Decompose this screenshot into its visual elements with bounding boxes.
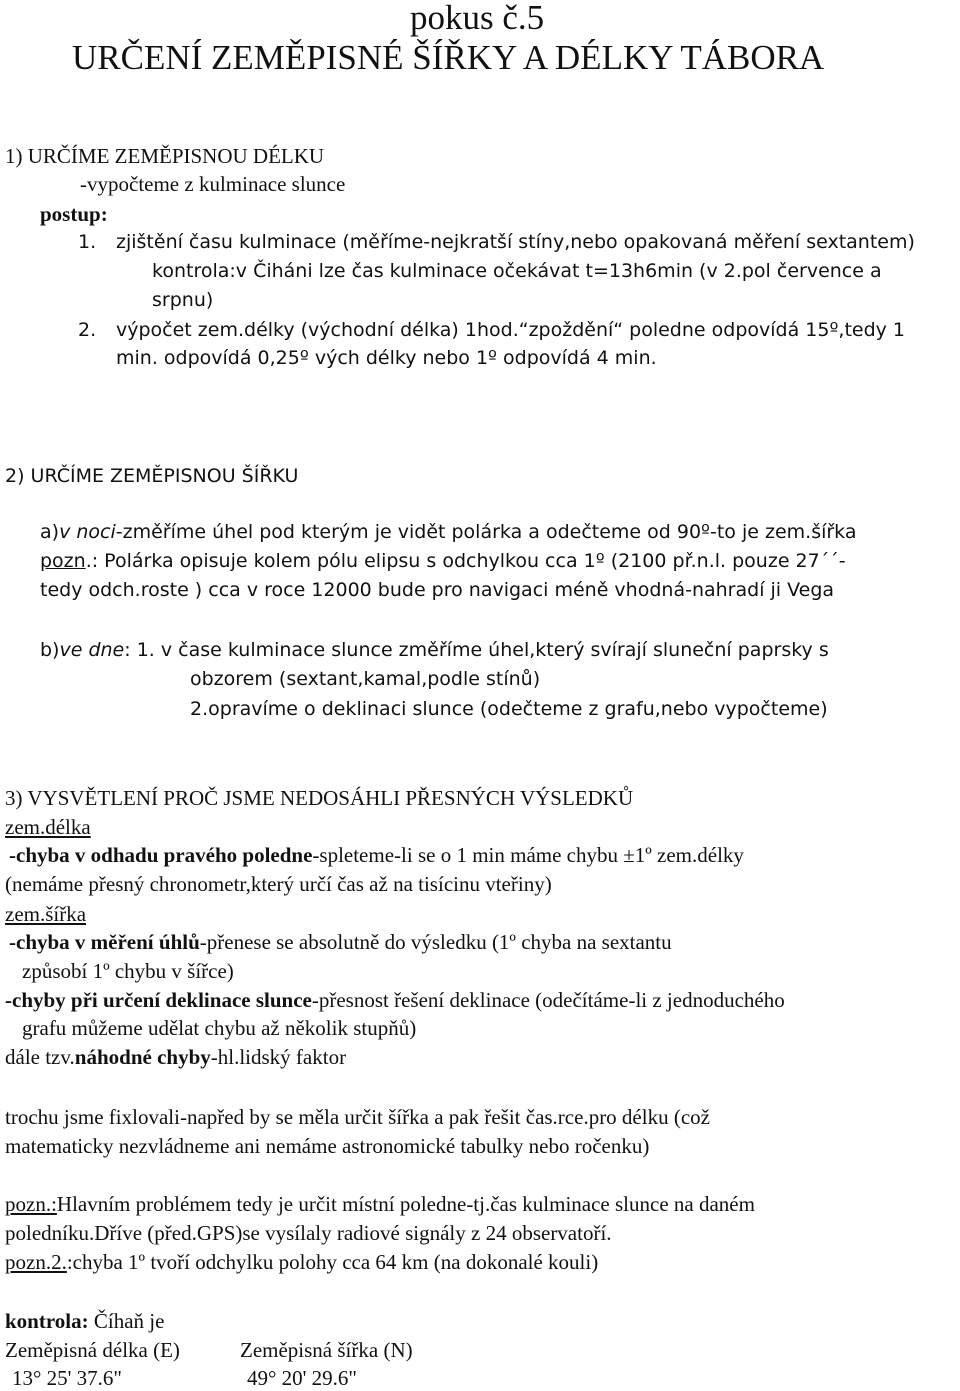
item2-number: 2. <box>78 319 97 341</box>
sirka-error-line: -chyba v měření úhlů-přenese se absolutně do výsledku (1º chyba na sextantu <box>9 930 672 954</box>
section2-heading: 2) URČÍME ZEMĚPISNOU ŠÍŘKU <box>5 465 299 487</box>
section2-a-line: a)v noci-změříme úhel pod kterým je vidět polárka a odečteme od 90º-to je zem.šířka <box>40 521 857 543</box>
item2-line-2: min. odpovídá 0,25º vých délky nebo 1º odpovídá 4 min. <box>116 347 657 369</box>
kontrola-header-delka: Zeměpisná délka (E) <box>5 1338 180 1362</box>
nahodne-chyby-line: dále tzv.náhodné chyby-hl.lidský faktor <box>5 1045 347 1069</box>
zem-delka-label: zem.délka <box>5 815 91 839</box>
item2-line-1: výpočet zem.délky (východní délka) 1hod.“zpoždění“ poledne odpovídá 15º,tedy 1 <box>116 319 906 341</box>
section1-sub: -vypočteme z kulminace slunce <box>80 172 346 196</box>
section2-pozn-line: pozn.: Polárka opisuje kolem pólu elipsu s odchylkou cca 1º (2100 př.n.l. pouze 27´´- <box>40 550 846 572</box>
section2-pozn-line-2: tedy odch.roste ) cca v roce 12000 bude pro navigaci méně vhodná-nahradí ji Vega <box>40 579 835 601</box>
deklinace-error-line: -chyby při určení deklinace slunce-přesnost řešení deklinace (odečítáme-li z jednoduchého <box>5 988 785 1012</box>
postup-label: postup: <box>40 202 108 226</box>
page-title: URČENÍ ZEMĚPISNÉ ŠÍŘKY A DÉLKY TÁBORA <box>72 38 825 77</box>
item1-line-2: kontrola:v Čiháni lze čas kulminace očekávat t=13h6min (v 2.pol července a <box>152 260 882 282</box>
section2-b-line: b)ve dne: 1. v čase kulminace slunce změříme úhel,který svírají sluneční paprsky s <box>40 639 829 661</box>
kontrola-value-sirka: 49° 20' 29.6" <box>247 1366 358 1390</box>
delka-error-line-2: (nemáme přesný chronometr,který určí čas až na tisícinu vteřiny) <box>5 872 552 896</box>
zem-sirka-label: zem.šířka <box>5 902 87 926</box>
item1-number: 1. <box>78 231 97 253</box>
section1-heading: 1) URČÍME ZEMĚPISNOU DÉLKU <box>5 144 325 168</box>
item1-line-3: srpnu) <box>152 289 214 311</box>
item1-line-1: zjištění času kulminace (měříme-nejkratší stíny,nebo opakovaná měření sextantem) <box>116 231 915 253</box>
title-line-1: pokus č.5 <box>410 0 545 37</box>
sirka-error-line-2: způsobí 1º chybu v šířce) <box>22 959 234 983</box>
kontrola-value-delka: 13° 25' 37.6" <box>12 1366 123 1390</box>
notes-pozn-line-2: poledníku.Dříve (před.GPS)se vysílaly radiové signály z 24 observatoří. <box>5 1221 612 1245</box>
section3-heading: 3) VYSVĚTLENÍ PROČ JSME NEDOSÁHLI PŘESNÝCH VÝSLEDKŮ <box>5 786 634 810</box>
deklinace-error-line-2: grafu můžeme udělat chybu až několik stupňů) <box>22 1016 417 1040</box>
kontrola-header-sirka: Zeměpisná šířka (N) <box>240 1338 413 1362</box>
notes-trochu-line-1: trochu jsme fixlovali-napřed by se měla určit šířka a pak řešit čas.rce.pro délku (což <box>5 1105 710 1129</box>
section2-b-line-3: 2.opravíme o deklinaci slunce (odečteme z grafu,nebo vypočteme) <box>190 698 828 720</box>
delka-error-line: -chyba v odhadu pravého poledne-spleteme-li se o 1 min máme chybu ±1º zem.délky <box>9 843 744 867</box>
section2-b-line-2: obzorem (sextant,kamal,podle stínů) <box>190 668 541 690</box>
notes-pozn-line-1: pozn.:Hlavním problémem tedy je určit místní poledne-tj.čas kulminace slunce na daném <box>5 1192 755 1216</box>
notes-pozn2-line: pozn.2.:chyba 1º tvoří odchylku polohy cca 64 km (na dokonalé kouli) <box>5 1250 599 1274</box>
notes-trochu-line-2: matematicky nezvládneme ani nemáme astronomické tabulky nebo ročenku) <box>5 1134 650 1158</box>
kontrola-line: kontrola: Číhaň je <box>5 1309 165 1333</box>
